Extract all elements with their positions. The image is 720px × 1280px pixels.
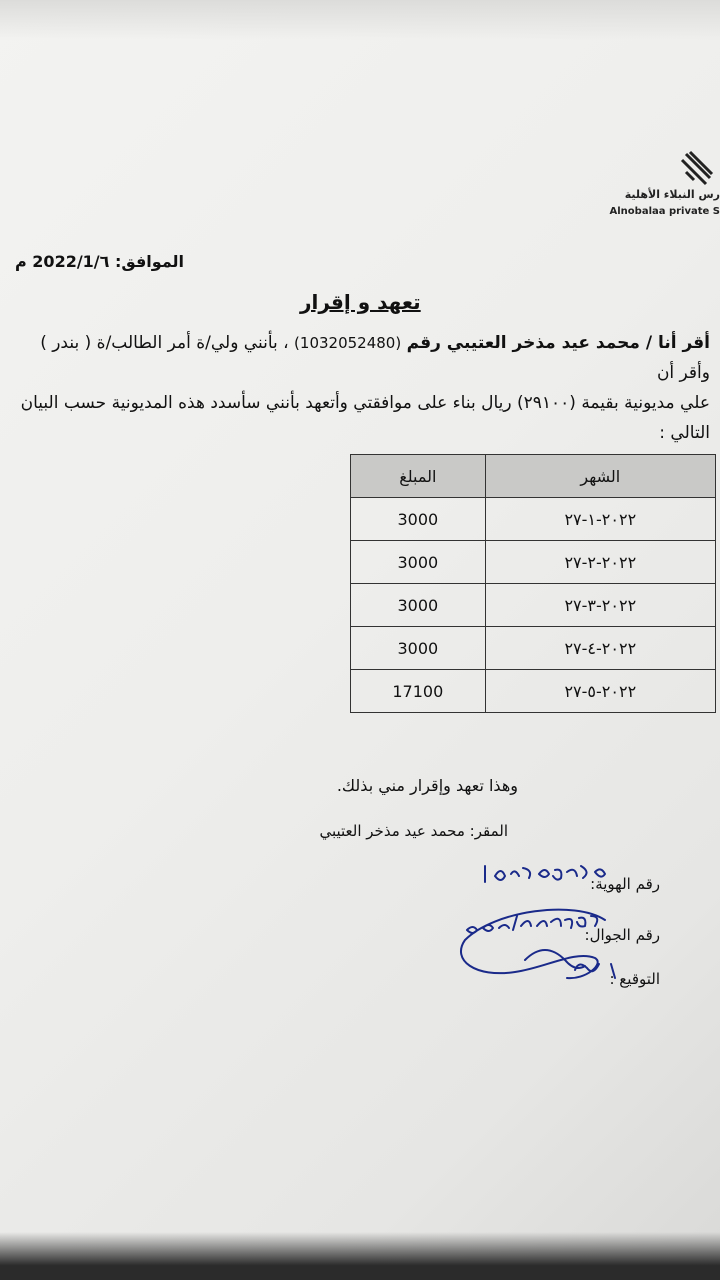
date-label: الموافق: (115, 252, 185, 271)
cell-amount: 3000 (351, 627, 486, 670)
table-row (351, 541, 716, 584)
signature-scribble (461, 910, 615, 979)
payment-schedule-table (350, 454, 716, 713)
statement-line-3: التالي : (659, 423, 710, 443)
statement-line-2: علي مديونية بقيمة (٢٩١٠٠) ريال بناء على موافقتي وأتعهد بأنني سأسدد هذه المديونية حسب البيان (20, 393, 710, 413)
table-row (351, 627, 716, 670)
statement-id-number: (1032052480) (294, 334, 402, 352)
declarant-field (319, 822, 508, 840)
cell-month: ٢٠٢٢-٣-٢٧ (485, 584, 715, 627)
page-title: تعهد و إقرار (300, 290, 421, 314)
table-header-row (351, 455, 716, 498)
header-month: الشهر (485, 455, 715, 498)
signature-field-label: التوقيع : (609, 970, 660, 988)
cell-amount: 3000 (351, 584, 486, 627)
cell-month: ٢٠٢٢-٢-٢٧ (485, 541, 715, 584)
paper-shadow (0, 0, 720, 40)
cell-amount: 17100 (351, 670, 486, 713)
cell-month: ٢٠٢٢-٤-٢٧ (485, 627, 715, 670)
id-field-label: رقم الهوية: (590, 875, 660, 893)
declarant-value: محمد عيد مذخر العتيبي (319, 822, 465, 840)
cell-amount: 3000 (351, 541, 486, 584)
closing-statement: وهذا تعهد وإقرار مني بذلك. (336, 776, 518, 795)
table-row (351, 670, 716, 713)
school-logo (609, 150, 720, 220)
school-logo-icon (680, 150, 714, 190)
handwritten-entries (455, 860, 695, 1000)
photo-bottom-edge (0, 1232, 720, 1280)
statement-start: أقر أنا / محمد عيد مذخر العتيبي رقم (406, 333, 710, 353)
statement-paragraph (5, 328, 710, 448)
handwritten-id-number (485, 866, 605, 882)
school-name-english: Alnobalaa private S (609, 206, 720, 217)
table-row (351, 498, 716, 541)
cell-month: ٢٠٢٢-٥-٢٧ (485, 670, 715, 713)
cell-amount: 3000 (351, 498, 486, 541)
phone-field-label: رقم الجوال: (584, 926, 660, 944)
table-row (351, 584, 716, 627)
statement-line-1 (5, 328, 710, 388)
declarant-label: المقر: (469, 822, 508, 840)
statement-end: ، بأنني ولي/ة أمر الطالب/ة ( بندر ) وأقر أن (40, 333, 710, 383)
cell-month: ٢٠٢٢-١-٢٧ (485, 498, 715, 541)
header-amount: المبلغ (351, 455, 486, 498)
date-value: 2022/1/٦ م (15, 252, 110, 271)
date-line (15, 252, 184, 271)
school-name-arabic: رس النبلاء الأهلية (624, 188, 720, 201)
